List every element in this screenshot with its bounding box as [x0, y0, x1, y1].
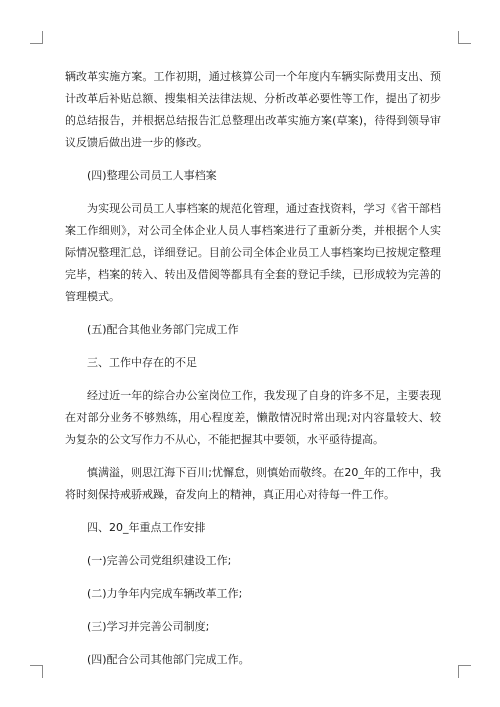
heading-section-4-archives: (四)整理公司员工人事档案: [87, 169, 217, 182]
crop-mark-top-left: [30, 31, 43, 44]
crop-mark-bottom-right: [458, 665, 471, 678]
paragraph-shortcomings: 经过近一年的综合办公室岗位工作，我发现了自身的许多不足，主要表现在对部分业务不够熟练，用心程度差，懒散情况时常出现;对内容量较大、较为复杂的公文写作力不从心，不能把握其中要领，水平亟待提高。: [65, 389, 441, 446]
plan-item-2: (二)力争年内完成车辆改革工作;: [87, 587, 243, 600]
paragraph-vehicle-reform-continued: 辆改革实施方案。工作初期，通过核算公司一个年度内车辆实际费用支出、预计改革后补贴总额、搜集相关法律法规、分析改革必要性等工作，提出了初步的总结报告，并根据总结报告汇总整理出改革实施方案(草案)，待得到领导审议反馈后做出进一步的修改。: [65, 70, 441, 149]
heading-section-5-cooperation: (五)配合其他业务部门完成工作: [87, 323, 239, 336]
crop-mark-top-right: [458, 31, 471, 44]
paragraph-commitment: 慎满溢，则思江海下百川;忧懈怠，则慎始而敬终。在20_年的工作中，我将时刻保持戒骄戒躁，奋发向上的精神，真正用心对待每一件工作。: [65, 466, 441, 501]
heading-shortcomings: 三、工作中存在的不足: [87, 356, 197, 369]
plan-item-4: (四)配合公司其他部门完成工作。: [87, 653, 250, 666]
document-body: [65, 66, 441, 682]
plan-item-1: (一)完善公司党组织建设工作;: [87, 554, 232, 567]
paragraph-archives-management: 为实现公司员工人事档案的规范化管理，通过查找资料，学习《省干部档案工作细则》，对公司全体企业人员人事档案进行了重新分类，并根据个人实际情况整理汇总，详细登记。目前公司全体企业员工人事档案均已按规定整理完毕，档案的转入、转出及借阅等都具有全套的登记手续，已形成较为完善的管理模式。: [65, 202, 441, 303]
crop-mark-bottom-left: [30, 665, 43, 678]
heading-key-work-plan: 四、20_年重点工作安排: [87, 521, 206, 534]
plan-item-3: (三)学习并完善公司制度;: [87, 620, 210, 633]
